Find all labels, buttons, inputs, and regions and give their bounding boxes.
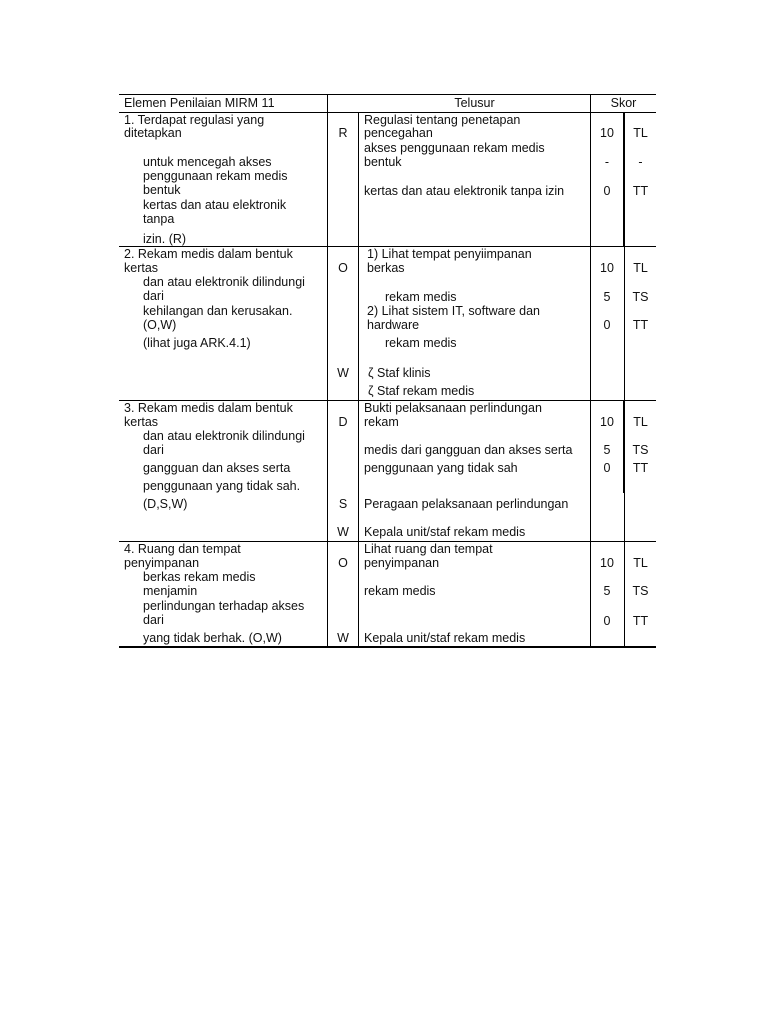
row1-telusur-line: pencegahan bbox=[364, 126, 433, 140]
row4-code: O bbox=[338, 556, 348, 570]
row3-code: D bbox=[338, 415, 348, 429]
row3-element-line: 3. Rekam medis dalam bentuk bbox=[124, 401, 293, 415]
row1-element-line: penggunaan rekam medis bbox=[143, 169, 288, 183]
row4-element-line: berkas rekam medis bbox=[143, 570, 256, 584]
row1-grade: TL bbox=[633, 126, 648, 140]
row1-score: 0 bbox=[603, 184, 611, 198]
row4-telusur-line: Lihat ruang dan tempat bbox=[364, 542, 493, 556]
row2-telusur-line: ζ Staf rekam medis bbox=[368, 384, 475, 398]
row3-telusur-line: Peragaan pelaksanaan perlindungan bbox=[364, 497, 569, 511]
row4-telusur-line: Kepala unit/staf rekam medis bbox=[364, 631, 526, 645]
row3-element-line: dari bbox=[143, 443, 164, 457]
row2-score: 0 bbox=[603, 318, 611, 332]
row3-telusur-line: medis dari gangguan dan akses serta bbox=[364, 443, 573, 457]
row2-telusur-line: berkas bbox=[367, 261, 405, 275]
row1-element-line: 1. Terdapat regulasi yang bbox=[124, 113, 265, 127]
row3-telusur-line: rekam bbox=[364, 415, 399, 429]
row1-element-line: ditetapkan bbox=[124, 126, 182, 140]
header-skor: Skor bbox=[610, 96, 637, 110]
row4-grade: TT bbox=[632, 614, 649, 628]
row3-score: 10 bbox=[600, 415, 614, 429]
row2-grade: TT bbox=[632, 318, 649, 332]
row3-element-line: dan atau elektronik dilindungi bbox=[143, 429, 305, 443]
row4-code: W bbox=[337, 631, 349, 645]
row4-grade: TS bbox=[632, 584, 649, 598]
row4-score: 0 bbox=[603, 614, 611, 628]
row1-element-line: bentuk bbox=[143, 183, 181, 197]
row3-grade: TL bbox=[633, 415, 648, 429]
row3-element-line: kertas bbox=[124, 415, 159, 429]
row2-telusur-line: 1) Lihat tempat penyiimpanan bbox=[367, 247, 532, 261]
row4-score: 5 bbox=[603, 584, 611, 598]
row2-score: 5 bbox=[603, 290, 611, 304]
row2-element-line: (O,W) bbox=[143, 318, 177, 332]
row4-element-line: dari bbox=[143, 613, 164, 627]
row3-element-line: gangguan dan akses serta bbox=[143, 461, 291, 475]
col-divider-code bbox=[358, 112, 359, 647]
row3-grade: TS bbox=[632, 443, 649, 457]
row2-score: 10 bbox=[600, 261, 614, 275]
row3-grade: TT bbox=[632, 461, 649, 475]
row1-score: 10 bbox=[600, 126, 614, 140]
row2-grade: TL bbox=[633, 261, 648, 275]
row3-element-line: (D,S,W) bbox=[143, 497, 188, 511]
row2-telusur-line: rekam medis bbox=[385, 336, 457, 350]
row1-telusur-line: bentuk bbox=[364, 155, 402, 169]
row1-grade: TT bbox=[632, 184, 649, 198]
row1-grade: - bbox=[638, 155, 643, 169]
row3-score: 5 bbox=[603, 443, 611, 457]
row4-grade: TL bbox=[633, 556, 648, 570]
score-divider-row3b bbox=[624, 493, 625, 541]
row2-telusur-line: 2) Lihat sistem IT, software dan bbox=[367, 304, 540, 318]
row1-code: R bbox=[338, 126, 348, 140]
row2-element-line: dari bbox=[143, 289, 164, 303]
row2-element-line: (lihat juga ARK.4.1) bbox=[143, 336, 251, 350]
header-telusur: Telusur bbox=[454, 96, 495, 110]
row1-element-line: kertas dan atau elektronik bbox=[143, 198, 287, 212]
row1-score: - bbox=[604, 155, 610, 169]
row4-telusur-line: rekam medis bbox=[364, 584, 436, 598]
row1-element-line: tanpa bbox=[143, 212, 175, 226]
row2-element-line: kertas bbox=[124, 261, 159, 275]
row1-telusur-line: akses penggunaan rekam medis bbox=[364, 141, 545, 155]
row2-element-line: kehilangan dan kerusakan. bbox=[143, 304, 293, 318]
table-bottom-rule bbox=[119, 646, 656, 648]
row1-element-line: untuk mencegah akses bbox=[143, 155, 272, 169]
row1-element-line: izin. (R) bbox=[143, 232, 187, 246]
row2-element-line: 2. Rekam medis dalam bentuk bbox=[124, 247, 293, 261]
row2-code: O bbox=[338, 261, 348, 275]
row4-element-line: penyimpanan bbox=[124, 556, 200, 570]
header-element: Elemen Penilaian MIRM 11 bbox=[124, 96, 275, 110]
row2-telusur-line: hardware bbox=[367, 318, 420, 332]
row2-telusur-line: rekam medis bbox=[385, 290, 457, 304]
row4-score: 10 bbox=[600, 556, 614, 570]
row3-score: 0 bbox=[603, 461, 611, 475]
row2-telusur-line: ζ Staf klinis bbox=[368, 366, 431, 380]
row4-telusur-line: penyimpanan bbox=[364, 556, 440, 570]
row2-element-line: dan atau elektronik dilindungi bbox=[143, 275, 305, 289]
row1-telusur-line: Regulasi tentang penetapan bbox=[364, 113, 521, 127]
row4-element-line: 4. Ruang dan tempat bbox=[124, 542, 241, 556]
table-top-rule bbox=[119, 94, 656, 95]
row1-telusur-line: kertas dan atau elektronik tanpa izin bbox=[364, 184, 565, 198]
row3-code: S bbox=[338, 497, 348, 511]
row2-grade: TS bbox=[632, 290, 649, 304]
row4-element-line: perlindungan terhadap akses bbox=[143, 599, 305, 613]
row4-element-line: menjamin bbox=[143, 584, 198, 598]
row3-telusur-line: penggunaan yang tidak sah bbox=[364, 461, 518, 475]
row3-code: W bbox=[337, 525, 349, 539]
row2-code: W bbox=[337, 366, 349, 380]
row4-element-line: yang tidak berhak. (O,W) bbox=[143, 631, 282, 645]
row3-telusur-line: Bukti pelaksanaan perlindungan bbox=[364, 401, 542, 415]
row3-element-line: penggunaan yang tidak sah. bbox=[143, 479, 301, 493]
row3-telusur-line: Kepala unit/staf rekam medis bbox=[364, 525, 526, 539]
